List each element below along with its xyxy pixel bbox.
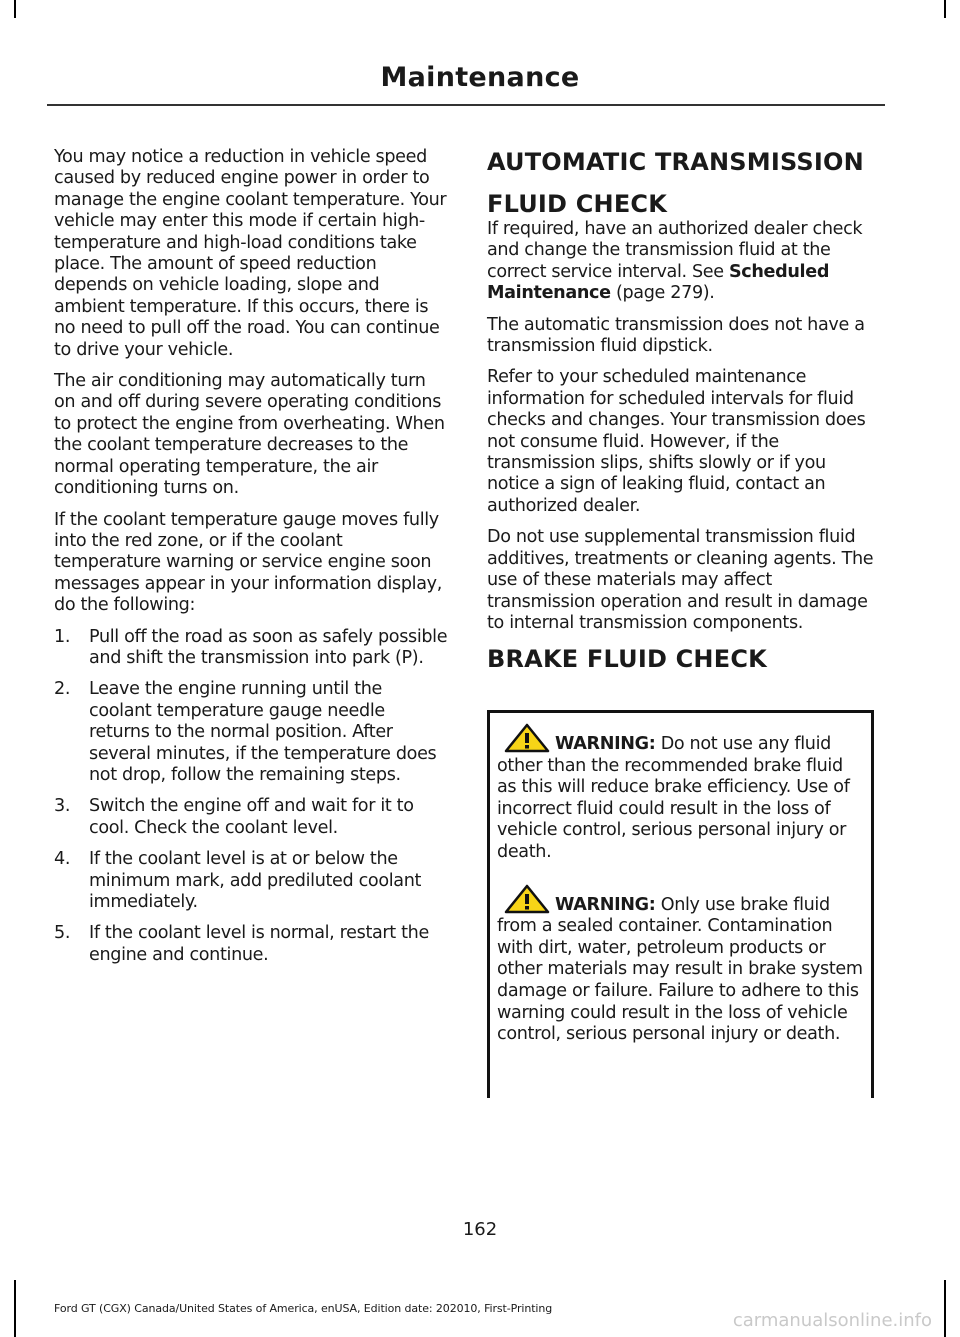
procedure-steps	[54, 627, 449, 967]
warning-triangle-icon	[503, 884, 551, 914]
right-column	[487, 147, 882, 674]
list-item: 5. If the coolant level is normal, restart the engine and continue.	[54, 923, 429, 965]
paragraph-no-additives: Do not use supplemental transmission fluid additives, treatments or cleaning agents. The use of these materials may affect transmission operation and result in damage to internal transmission components.	[487, 527, 874, 633]
paragraph-power-reduction: You may notice a reduction in vehicle speed caused by reduced engine power in order to manage the engine coolant temperature. Your vehicle may enter this mode if certain high-temperature and high-load conditions take place. The amount of speed reduction depends on vehicle loading, slope and ambient temperature. If this occurs, there is no need to pull off the road. You can continue to drive your vehicle.	[54, 147, 447, 360]
paragraph-scheduled-intervals: Refer to your scheduled maintenance information for scheduled intervals for fluid checks and changes. Your transmission does not consume fluid. However, if the transmission slips, shifts slowly or if you notice a sign of leaking fluid, contact an authorized dealer.	[487, 367, 866, 516]
list-item: 2. Leave the engine running until the coolant temperature gauge needle returns to the normal position. After several minutes, if the temperature does not drop, follow the remaining steps.	[54, 679, 437, 785]
list-item: 3. Switch the engine off and wait for it to cool. Check the coolant level.	[54, 796, 414, 838]
paragraph-no-dipstick: The automatic transmission does not have a transmission fluid dipstick.	[487, 314, 865, 357]
warning-brake-fluid-type: WARNING: Do not use any fluid other than the recommended brake fluid as this will reduce brake efficiency. Use of incorrect fluid could result in the loss of vehicle control, serious personal injury or death.	[497, 723, 865, 864]
page-number: 162	[462, 1219, 498, 1240]
page-section-title: Maintenance	[380, 62, 580, 93]
paragraph-atf-service: If required, have an authorized dealer check and change the transmission fluid at the correct service interval. See Scheduled Maintenance (page 279).	[487, 219, 863, 304]
edition-footer: Ford GT (CGX) Canada/United States of America, enUSA, Edition date: 202010, First-Printing	[54, 1302, 553, 1315]
list-item: 1. Pull off the road as soon as safely possible and shift the transmission into park (P).	[54, 626, 448, 668]
warning-box	[487, 710, 874, 1098]
crop-mark-bottom-right	[944, 1280, 946, 1337]
list-item: 4. If the coolant level is at or below the minimum mark, add prediluted coolant immediately.	[54, 849, 422, 912]
paragraph-air-conditioning: The air conditioning may automatically turn on and off during severe operating conditions to protect the engine from overheating. When the coolant temperature decreases to the normal operating temperature, the air conditioning turns on.	[54, 371, 445, 499]
paragraph-coolant-gauge: If the coolant temperature gauge moves fully into the red zone, or if the coolant temperature warning or service engine soon messages appear in your information display, do the following:	[54, 509, 442, 616]
warning-sealed-container: WARNING: Only use brake fluid from a sealed container. Contamination with dirt, water, petroleum products or other materials may result in brake system damage or failure. Failure to adhere to this warning could result in the loss of vehicle control, serious personal injury or death.	[497, 884, 865, 1046]
crop-mark-top-left	[14, 0, 16, 18]
warning-triangle-icon	[503, 723, 551, 753]
crop-mark-bottom-left	[14, 1280, 16, 1337]
crop-mark-top-right	[944, 0, 946, 18]
watermark: carmanualsonline.info	[732, 1310, 932, 1331]
left-column	[54, 147, 449, 976]
heading-brake-fluid-check: BRAKE FLUID CHECK	[487, 645, 767, 674]
header-divider	[47, 104, 885, 106]
scheduled-maintenance-link[interactable]: Scheduled Maintenance	[487, 261, 830, 304]
heading-automatic-transmission-fluid-check: AUTOMATIC TRANSMISSION FLUID CHECK	[487, 148, 864, 218]
